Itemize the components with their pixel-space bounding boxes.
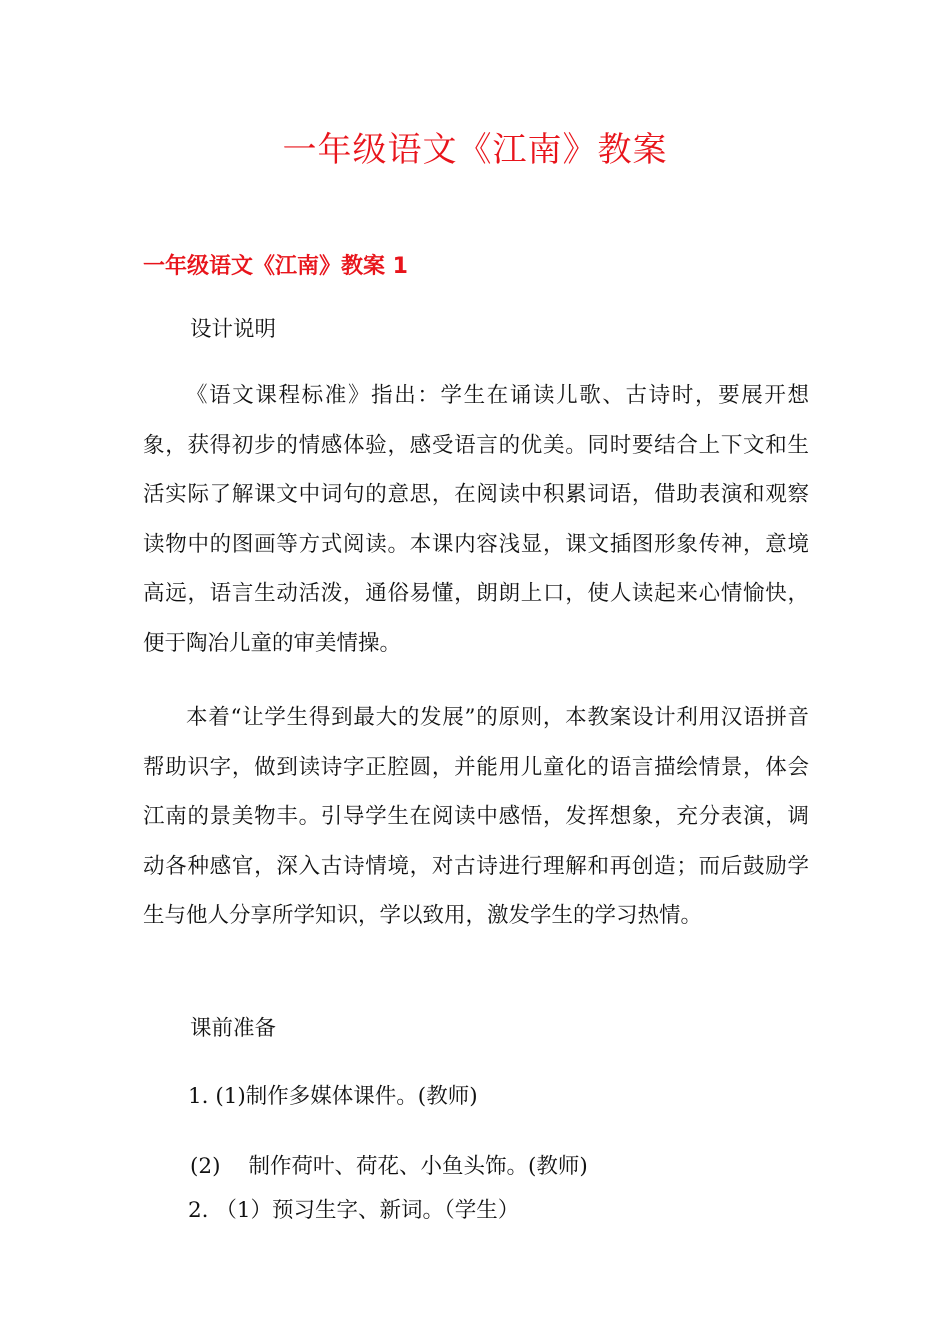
section-heading: 一年级语文《江南》教案 1 [143, 254, 408, 279]
prep-item-3: 2. （1）预习生字、新词。（学生） [188, 1198, 520, 1223]
preparation-label: 课前准备 [190, 1016, 277, 1041]
paragraph-design-principle: 本着“让学生得到最大的发展”的原则，本教案设计利用汉语拼音帮助识字，做到读诗字正腔圆，并能用儿童化的语言描绘情景，体会江南的景美物丰。引导学生在阅读中感悟，发挥想象，充分表演，调动各种感官，深入古诗情境，对古诗进行理解和再创造；而后鼓励学生与他人分享所学知识，学以致用，激发学生的学习热情。 [143, 705, 809, 928]
paragraph-curriculum-standard: 《语文课程标准》指出：学生在诵读儿歌、古诗时，要展开想象，获得初步的情感体验，感受语言的优美。同时要结合上下文和生活实际了解课文中词句的意思，在阅读中积累词语，借助表演和观察读物中的图画等方式阅读。本课内容浅显，课文插图形象传神，意境高远，语言生动活泼，通俗易懂，朗朗上口，使人读起来心情愉快，便于陶冶儿童的审美情操。 [143, 383, 809, 656]
prep-item-1: 1. (1)制作多媒体课件。(教师) [188, 1084, 478, 1109]
prep-item-2-text: 制作荷叶、荷花、小鱼头饰。(教师) [248, 1154, 588, 1179]
prep-item-2-number: (2) [190, 1154, 221, 1179]
prep-item-2 [190, 1150, 588, 1184]
document-title: 一年级语文《江南》教案 [282, 130, 668, 170]
design-notes-label: 设计说明 [190, 317, 277, 342]
